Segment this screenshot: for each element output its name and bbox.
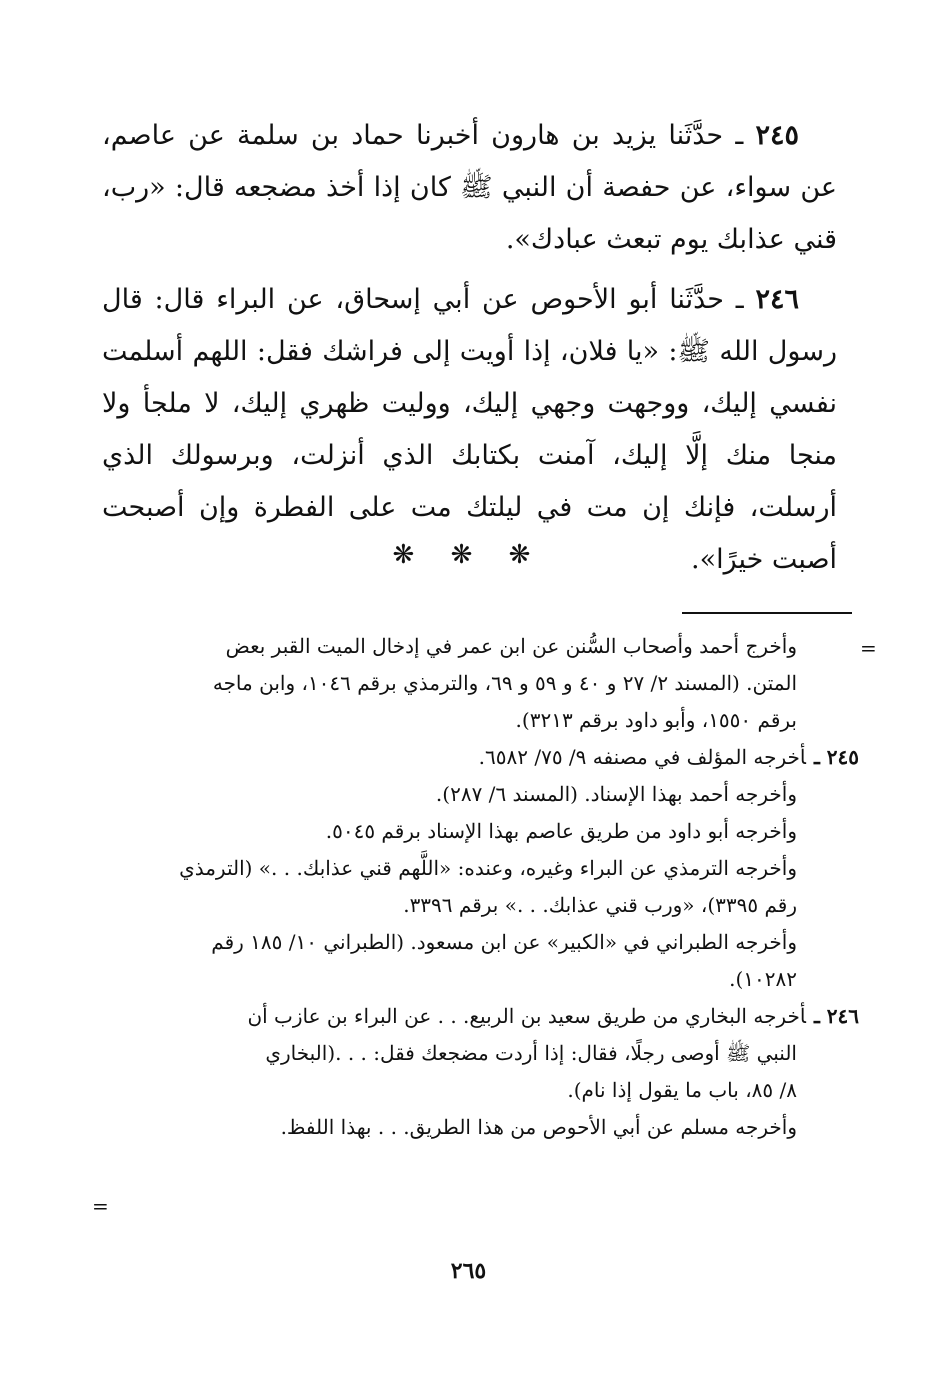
continuation-mark-end: = <box>92 1194 109 1218</box>
page-number: ٢٦٥ <box>450 1258 487 1284</box>
hadith-number: ٢٤٥ <box>755 120 799 151</box>
footnote-number: ٢٤٦ ـ <box>813 1004 859 1028</box>
footnote-line: وأخرجه الطبراني في «الكبير» عن ابن مسعود. (الطبراني ١٠/ ١٨٥ رقم <box>211 930 797 954</box>
footnote-rule <box>682 612 852 614</box>
footnote-line: وأخرج أحمد وأصحاب السُّنن عن ابن عمر في إدخال الميت القبر بعض <box>225 634 797 658</box>
continuation-mark: = <box>860 636 877 660</box>
hadith-number: ٢٤٦ <box>755 284 799 315</box>
footnote-line: وأخرجه أحمد بهذا الإسناد. (المسند ٦/ ٢٨٧). <box>435 782 797 806</box>
footnote-line: وأخرجه مسلم عن أبي الأحوص من هذا الطريق. . . بهذا اللفظ. <box>280 1115 797 1139</box>
footnote-line: وأخرجه أبو داود من طريق عاصم بهذا الإسناد برقم ٥٠٤٥. <box>325 819 797 843</box>
footnotes <box>99 628 859 1146</box>
footnote-line: النبي ﷺ أوصى رجلًا، فقال: إذا أردت مضجعك فقل: . . .(البخاري <box>265 1041 797 1065</box>
footnote-number: ٢٤٥ ـ <box>813 745 859 769</box>
hadith-text: ـ حدَّثَنا أبو الأحوص عن أبي إسحاق، عن البراء قال: قال رسول الله ﷺ: «يا فلان، إذا أويت إلى فراشك فقل: اللهم أسلمت نفسي إليك، ووجهت وجهي إليك، ووليت ظهري إليك، لا ملجأ ولا منجا منك إلَّا إليك، آمنت بكتابك الذي أنزلت، وبرسولك الذي أرسلت، فإنك إن مت في ليلتك مت على الفطرة وإن أصبحت أصبت خيرًا». <box>102 284 837 575</box>
footnote-line: المتن. (المسند ٢/ ٢٧ و ٤٠ و ٥٩ و ٦٩، والترمذي برقم ١٠٤٦، وابن ماجه <box>212 671 797 695</box>
footnote-line: رقم ٣٣٩٥)، «ورب قني عذابك. . .» برقم ٣٣٩٦. <box>403 893 797 917</box>
footnote-246 <box>99 998 859 1146</box>
footnote-continuation <box>99 628 859 739</box>
footnote-line: وأخرجه الترمذي عن البراء وغيره، وعنده: «اللَّهم قني عذابك. . .» (الترمذي <box>179 856 797 880</box>
section-separator: ❋ ❋ ❋ <box>392 540 545 570</box>
hadith-text: ـ حدَّثَنا يزيد بن هارون أخبرنا حماد بن سلمة عن عاصم، عن سواء، عن حفصة أن النبي ﷺ كان إذا أخذ مضجعه قال: «رب، قني عذابك يوم تبعث عبادك». <box>102 120 837 255</box>
footnote-line: أخرجه المؤلف في مصنفه ٩/ ٧٥/ ٦٥٨٢. <box>478 745 806 769</box>
main-text <box>102 110 837 594</box>
footnote-line: أخرجه البخاري من طريق سعيد بن الربيع. . . عن البراء بن عازب أن <box>247 1004 806 1028</box>
footnote-line: برقم ١٥٥٠، وأبو داود برقم ٣٢١٣). <box>515 708 797 732</box>
hadith-245 <box>102 110 837 266</box>
footnote-245 <box>99 739 859 998</box>
footnote-line: ٨/ ٨٥، باب ما يقول إذا نام). <box>567 1078 797 1102</box>
footnote-line: ١٠٢٨٢). <box>729 967 797 991</box>
